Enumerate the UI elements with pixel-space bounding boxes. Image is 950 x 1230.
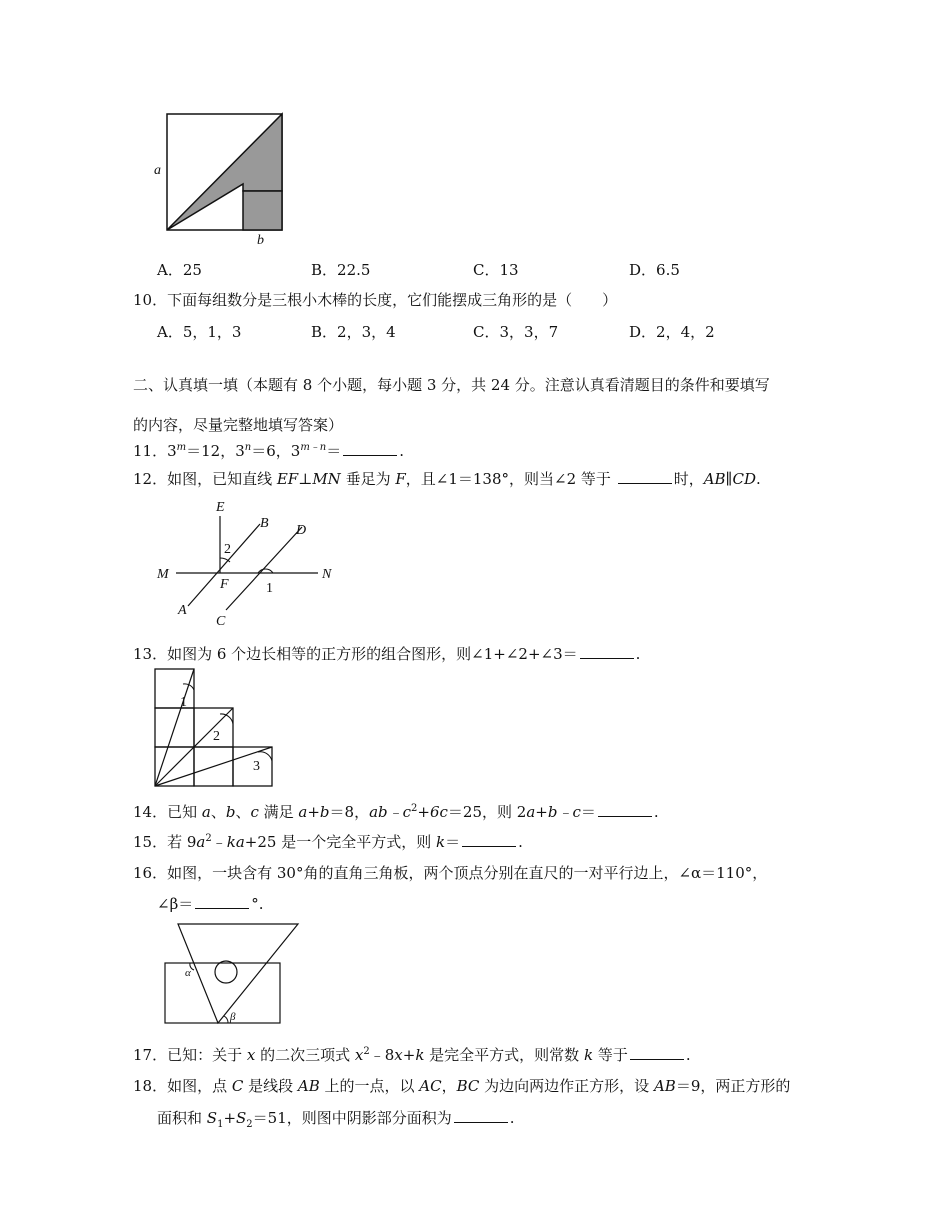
label-a: a (154, 163, 161, 178)
q10-option-b[interactable]: B．2，3，4 (311, 323, 396, 341)
q9-figure (150, 108, 290, 248)
label-angle3: 3 (253, 759, 260, 774)
q15-answer-blank[interactable] (462, 834, 516, 847)
q16-question-line2: ∠β＝ °. (157, 895, 264, 913)
angle3-arc (258, 752, 272, 761)
q10-option-d[interactable]: D．2，4，2 (629, 323, 715, 341)
label-angle2: 2 (213, 729, 220, 744)
ruler (165, 963, 280, 1023)
label-d: D (296, 523, 307, 538)
q16-question-line1: 16．如图，一块含有 30°角的直角三角板，两个顶点分别在直尺的一对平行边上，∠α＝110°， (133, 864, 768, 882)
q10-question: 10．下面每组数分是三根小木棒的长度，它们能摆成三角形的是（ ） (133, 291, 618, 309)
q12-answer-blank[interactable] (618, 471, 672, 484)
section2-heading-line2: 的内容，尽量完整地填写答案） (133, 416, 344, 434)
label-e: E (216, 500, 225, 515)
diagonal-1 (155, 669, 194, 786)
beta-arc (224, 1016, 228, 1023)
label-beta: β (230, 1011, 236, 1023)
q14-question: 14．已知 a、b、c 满足 a+b＝8，$ab﹣c^2+6c=25$，则 2a+b﹣c＝ . (133, 803, 659, 821)
q12-figure (150, 496, 350, 631)
line-cd (226, 527, 302, 610)
q17-question: 17．已知：关于 x 的二次三项式 $x^2﹣8x+k$ 是完全平方式，则常数 k 等于 . (133, 1046, 691, 1064)
section2-heading-line1: 二、认真填一填（本题有 8 个小题，每小题 3 分，共 24 分。注意认真看清题目的条件和要填写 (133, 376, 770, 394)
q16-figure (150, 918, 310, 1030)
label-m: M (157, 567, 169, 582)
label-angle1: 1 (180, 695, 187, 710)
q14-answer-blank[interactable] (598, 804, 652, 817)
q11-question: 11．$3^m=12$，$3^n=6$，$3^{m﹣n}=$ . (133, 442, 405, 460)
label-alpha: α (185, 967, 191, 979)
q12-question: 12．如图，已知直线 EF⊥MN 垂足为 F，且∠1＝138°，则当∠2 等于 时，AB∥CD. (133, 470, 761, 488)
label-f: F (220, 577, 229, 592)
q15-question: 15．若 $9a^2﹣ka+25$ 是一个完全平方式，则 k＝ . (133, 833, 523, 851)
label-angle1: 1 (266, 581, 273, 596)
shaded-small-square (243, 191, 282, 230)
label-n: N (322, 567, 332, 582)
label-a: A (178, 603, 187, 618)
label-angle2: 2 (224, 542, 231, 557)
q9-option-c[interactable]: C．13 (473, 261, 519, 279)
q11-answer-blank[interactable] (343, 443, 397, 456)
q18-question-line1: 18．如图，点 C 是线段 AB 上的一点，以 AC，BC 为边向两边作正方形，设 AB＝9，两正方形的 (133, 1077, 791, 1095)
q16-answer-blank[interactable] (195, 896, 249, 909)
q18-question-line2: 面积和 $S_1+S_2=51$，则图中阴影部分面积为 . (157, 1109, 515, 1130)
label-b: B (260, 516, 269, 531)
square-1 (155, 669, 194, 708)
q10-option-a[interactable]: A．5，1，3 (157, 323, 242, 341)
q9-option-b[interactable]: B．22.5 (311, 261, 371, 279)
triangle-hole (215, 961, 237, 983)
line-ab (188, 524, 260, 606)
q9-option-d[interactable]: D．6.5 (629, 261, 680, 279)
q17-answer-blank[interactable] (630, 1047, 684, 1060)
q13-answer-blank[interactable] (580, 646, 634, 659)
q18-answer-blank[interactable] (454, 1110, 508, 1123)
q10-option-c[interactable]: C．3，3，7 (473, 323, 559, 341)
q9-option-a[interactable]: A．25 (157, 261, 202, 279)
q13-figure (150, 666, 280, 790)
label-c: C (216, 614, 226, 629)
q13-question: 13．如图为 6 个边长相等的正方形的组合图形，则∠1+∠2+∠3＝ . (133, 645, 641, 663)
label-b: b (257, 233, 264, 248)
